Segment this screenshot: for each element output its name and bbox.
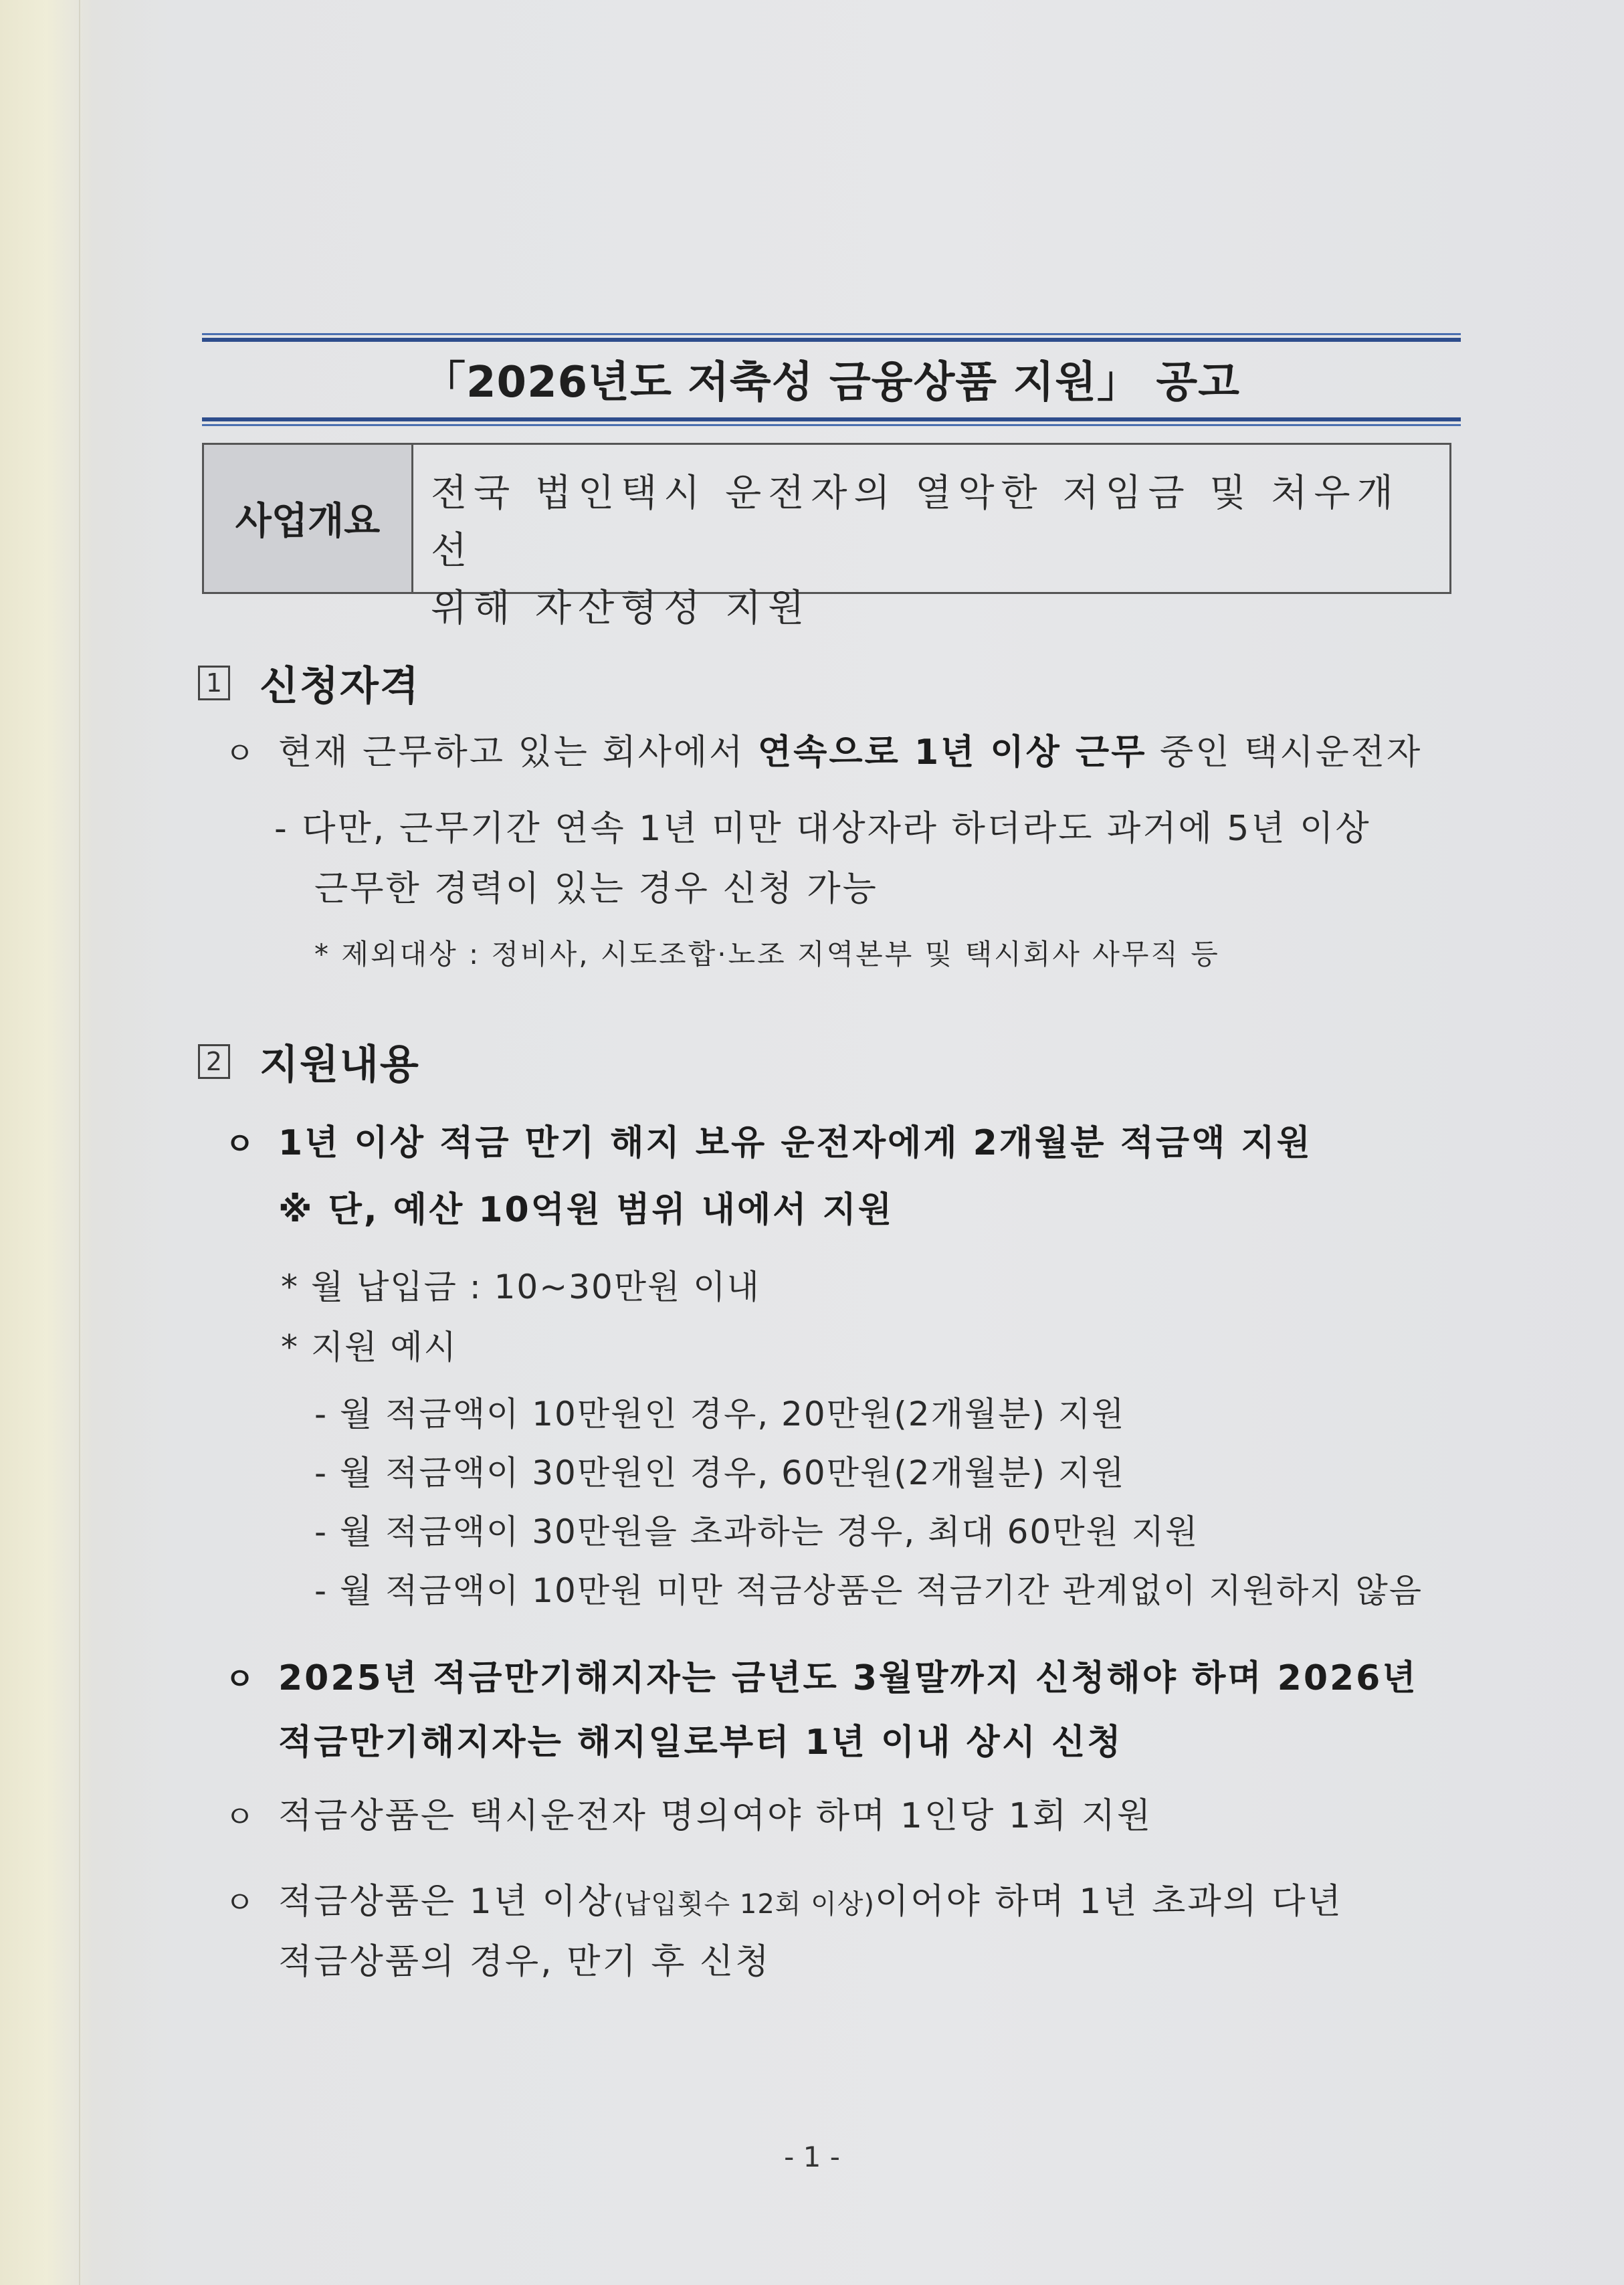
section-1-heading bbox=[198, 654, 420, 712]
section-2-bullet-4-line-1: ㅇ 적금상품은 1년 이상(납입횟수 12회 이상)이어야 하며 1년 초과의 다년 bbox=[225, 1873, 1343, 1923]
section-2-title: 지원내용 bbox=[260, 1041, 420, 1088]
overview-line-1: 전국 법인택시 운전자의 열악한 저임금 및 처우개선 bbox=[431, 472, 1400, 573]
example-line-3: - 월 적금액이 30만원을 초과하는 경우, 최대 60만원 지원 bbox=[314, 1512, 1199, 1551]
emphasis-text: 연속으로 1년 이상 근무 bbox=[757, 732, 1147, 773]
overview-line-2: 위해 자산형성 지원 bbox=[431, 587, 811, 630]
overview-text bbox=[413, 445, 1449, 630]
circle-bullet-icon: ㅇ bbox=[225, 735, 257, 771]
section-2-budget-note: ※ 단, 예산 10억원 범위 내에서 지원 bbox=[278, 1190, 894, 1230]
circle-bullet-icon: ㅇ bbox=[225, 1661, 257, 1697]
overview-box bbox=[202, 443, 1451, 630]
section-2-bullet-1: ㅇ 1년 이상 적금 만기 해지 보유 운전자에게 2개월분 적금액 지원 bbox=[225, 1114, 1312, 1165]
page-number: - 1 - bbox=[784, 2141, 840, 2173]
section-1-dash-line-2: 근무한 경력이 있는 경우 신청 가능 bbox=[314, 869, 878, 909]
example-line-4: - 월 적금액이 10만원 미만 적금상품은 적금기간 관계없이 지원하지 않음 bbox=[314, 1571, 1423, 1610]
example-line-2: - 월 적금액이 30만원인 경우, 60만원(2개월분) 지원 bbox=[314, 1454, 1126, 1492]
section-1-number: 1 bbox=[198, 666, 230, 700]
overview-label: 사업개요 bbox=[204, 445, 413, 592]
document-title: 「2026년도 저축성 금융상품 지원」 공고 bbox=[423, 358, 1240, 407]
example-line-1: - 월 적금액이 10만원인 경우, 20만원(2개월분) 지원 bbox=[314, 1395, 1126, 1433]
section-1-dash-line-1: - 다만, 근무기간 연속 1년 미만 대상자라 하더라도 과거에 5년 이상 bbox=[274, 809, 1371, 849]
section-1-exclusion-note: * 제외대상 : 정비사, 시도조합·노조 지역본부 및 택시회사 사무직 등 bbox=[314, 938, 1220, 971]
page-edge bbox=[79, 0, 80, 2285]
section-2-heading bbox=[198, 1033, 420, 1090]
section-2-bullet-3: ㅇ 적금상품은 택시운전자 명의여야 하며 1인당 1회 지원 bbox=[225, 1787, 1152, 1837]
section-2-bullet-2-line-1: ㅇ 2025년 적금만기해지자는 금년도 3월말까지 신청해야 하며 2026년 bbox=[225, 1650, 1418, 1700]
section-1-title: 신청자격 bbox=[260, 663, 420, 710]
monthly-payment-note: * 월 납입금 : 10~30만원 이내 bbox=[281, 1268, 760, 1306]
circle-bullet-icon: ㅇ bbox=[225, 1126, 257, 1162]
circle-bullet-icon: ㅇ bbox=[225, 1799, 257, 1835]
section-2-bullet-4-line-2: 적금상품의 경우, 만기 후 신청 bbox=[278, 1942, 771, 1982]
section-2-bullet-2-line-2: 적금만기해지자는 해지일로부터 1년 이내 상시 신청 bbox=[278, 1722, 1123, 1763]
top-rule bbox=[202, 333, 1461, 342]
bottom-rule bbox=[202, 417, 1461, 426]
section-1-bullet-1: ㅇ 현재 근무하고 있는 회사에서 연속으로 1년 이상 근무 중인 택시운전자 bbox=[225, 724, 1422, 774]
circle-bullet-icon: ㅇ bbox=[225, 1884, 257, 1920]
support-example-label: * 지원 예시 bbox=[281, 1328, 458, 1367]
section-2-number: 2 bbox=[198, 1044, 230, 1079]
